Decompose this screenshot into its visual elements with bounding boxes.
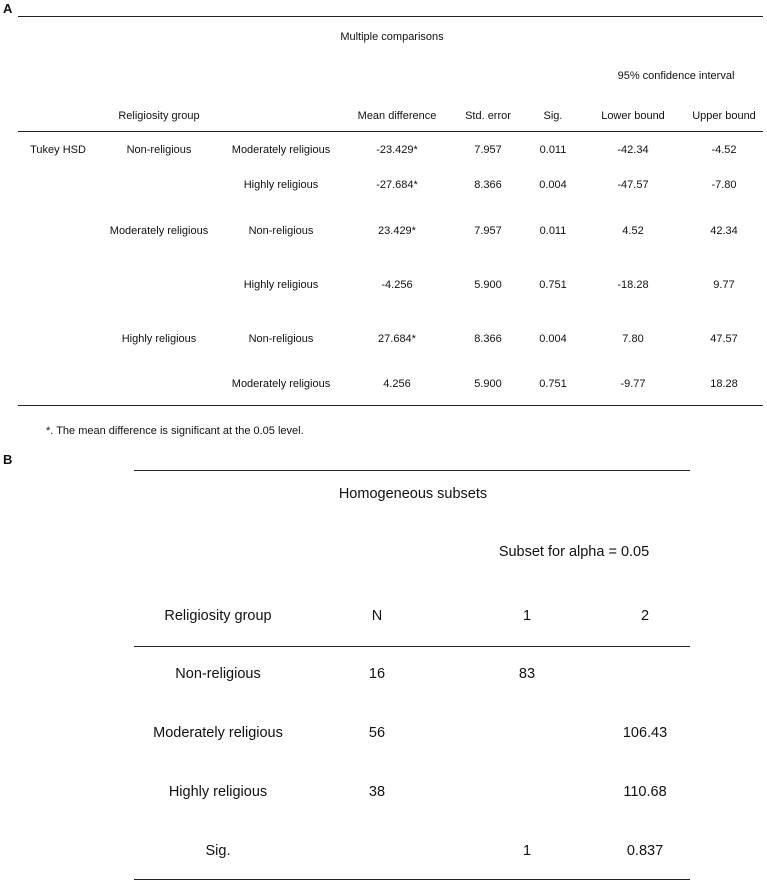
panel-a-label: A — [3, 1, 13, 16]
row-2-std-error: 7.957 — [474, 225, 502, 237]
table-b-title: Homogeneous subsets — [338, 486, 488, 502]
row-0-sig: 0.011 — [539, 144, 567, 156]
row-2-compare: Non-religious — [248, 225, 314, 237]
header-b-religiosity-group: Religiosity group — [164, 608, 272, 624]
row-0-upper: -4.52 — [711, 144, 737, 156]
table-a-bottom-rule — [18, 405, 763, 406]
row-5-sig: 0.751 — [539, 378, 567, 390]
row-0-lower: -42.34 — [617, 144, 649, 156]
b-row-1-subset-2: 106.43 — [622, 725, 668, 741]
table-a-title: Multiple comparisons — [340, 31, 444, 43]
ci-header: 95% confidence interval — [617, 70, 735, 82]
row-3-std-error: 5.900 — [474, 279, 502, 291]
table-a-header-rule — [18, 131, 763, 132]
table-a-top-rule — [18, 16, 763, 17]
row-4-upper: 47.57 — [710, 333, 738, 345]
header-std-error: Std. error — [465, 110, 511, 122]
panel-b-label: B — [3, 452, 13, 467]
row-2-mean-diff: 23.429* — [378, 225, 416, 237]
header-b-n: N — [371, 608, 383, 624]
row-1-lower: -47.57 — [617, 179, 649, 191]
header-sig: Sig. — [543, 110, 563, 122]
row-4-std-error: 8.366 — [474, 333, 502, 345]
row-5-compare: Moderately religious — [231, 378, 331, 390]
group-moderately-religious: Moderately religious — [109, 225, 209, 237]
row-2-sig: 0.011 — [539, 225, 567, 237]
row-2-upper: 42.34 — [710, 225, 738, 237]
header-b-subset-2: 2 — [640, 608, 650, 624]
row-0-mean-diff: -23.429* — [376, 144, 418, 156]
b-row-0-group: Non-religious — [175, 666, 261, 682]
table-a-footnote: *. The mean difference is significant at the 0.05 level. — [46, 425, 304, 437]
b-row-1-n: 56 — [368, 725, 386, 741]
row-1-compare: Highly religious — [243, 179, 319, 191]
header-lower-bound: Lower bound — [601, 110, 665, 122]
b-row-0-subset-1: 83 — [518, 666, 536, 682]
b-row-2-n: 38 — [368, 784, 386, 800]
b-row-0-n: 16 — [368, 666, 386, 682]
row-4-sig: 0.004 — [539, 333, 567, 345]
test-name: Tukey HSD — [30, 144, 86, 156]
row-0-compare: Moderately religious — [231, 144, 331, 156]
row-5-std-error: 5.900 — [474, 378, 502, 390]
b-row-2-group: Highly religious — [168, 784, 268, 800]
group-non-religious: Non-religious — [126, 144, 192, 156]
row-4-lower: 7.80 — [622, 333, 644, 345]
row-4-mean-diff: 27.684* — [378, 333, 416, 345]
row-5-upper: 18.28 — [710, 378, 738, 390]
b-row-2-subset-2: 110.68 — [623, 784, 667, 800]
header-b-subset-1: 1 — [522, 608, 532, 624]
b-row-3-subset-1: 1 — [522, 843, 532, 859]
row-3-upper: 9.77 — [713, 279, 735, 291]
subset-header: Subset for alpha = 0.05 — [498, 544, 650, 560]
table-b-top-rule — [134, 470, 690, 471]
group-highly-religious: Highly religious — [121, 333, 197, 345]
row-3-sig: 0.751 — [539, 279, 567, 291]
b-row-3-group: Sig. — [205, 843, 231, 859]
row-1-std-error: 8.366 — [474, 179, 502, 191]
row-3-mean-diff: -4.256 — [381, 279, 413, 291]
row-1-mean-diff: -27.684* — [376, 179, 418, 191]
header-upper-bound: Upper bound — [692, 110, 756, 122]
row-1-sig: 0.004 — [539, 179, 567, 191]
table-b-bottom-rule — [134, 879, 690, 880]
table-b-header-rule — [134, 646, 690, 647]
row-1-upper: -7.80 — [711, 179, 737, 191]
row-4-compare: Non-religious — [248, 333, 314, 345]
row-5-lower: -9.77 — [620, 378, 646, 390]
row-3-compare: Highly religious — [243, 279, 319, 291]
row-3-lower: -18.28 — [617, 279, 649, 291]
row-5-mean-diff: 4.256 — [383, 378, 411, 390]
header-mean-difference: Mean difference — [357, 110, 437, 122]
row-2-lower: 4.52 — [622, 225, 644, 237]
header-religiosity-group: Religiosity group — [118, 110, 200, 122]
row-0-std-error: 7.957 — [474, 144, 502, 156]
b-row-3-subset-2: 0.837 — [626, 843, 664, 859]
b-row-1-group: Moderately religious — [153, 725, 283, 741]
